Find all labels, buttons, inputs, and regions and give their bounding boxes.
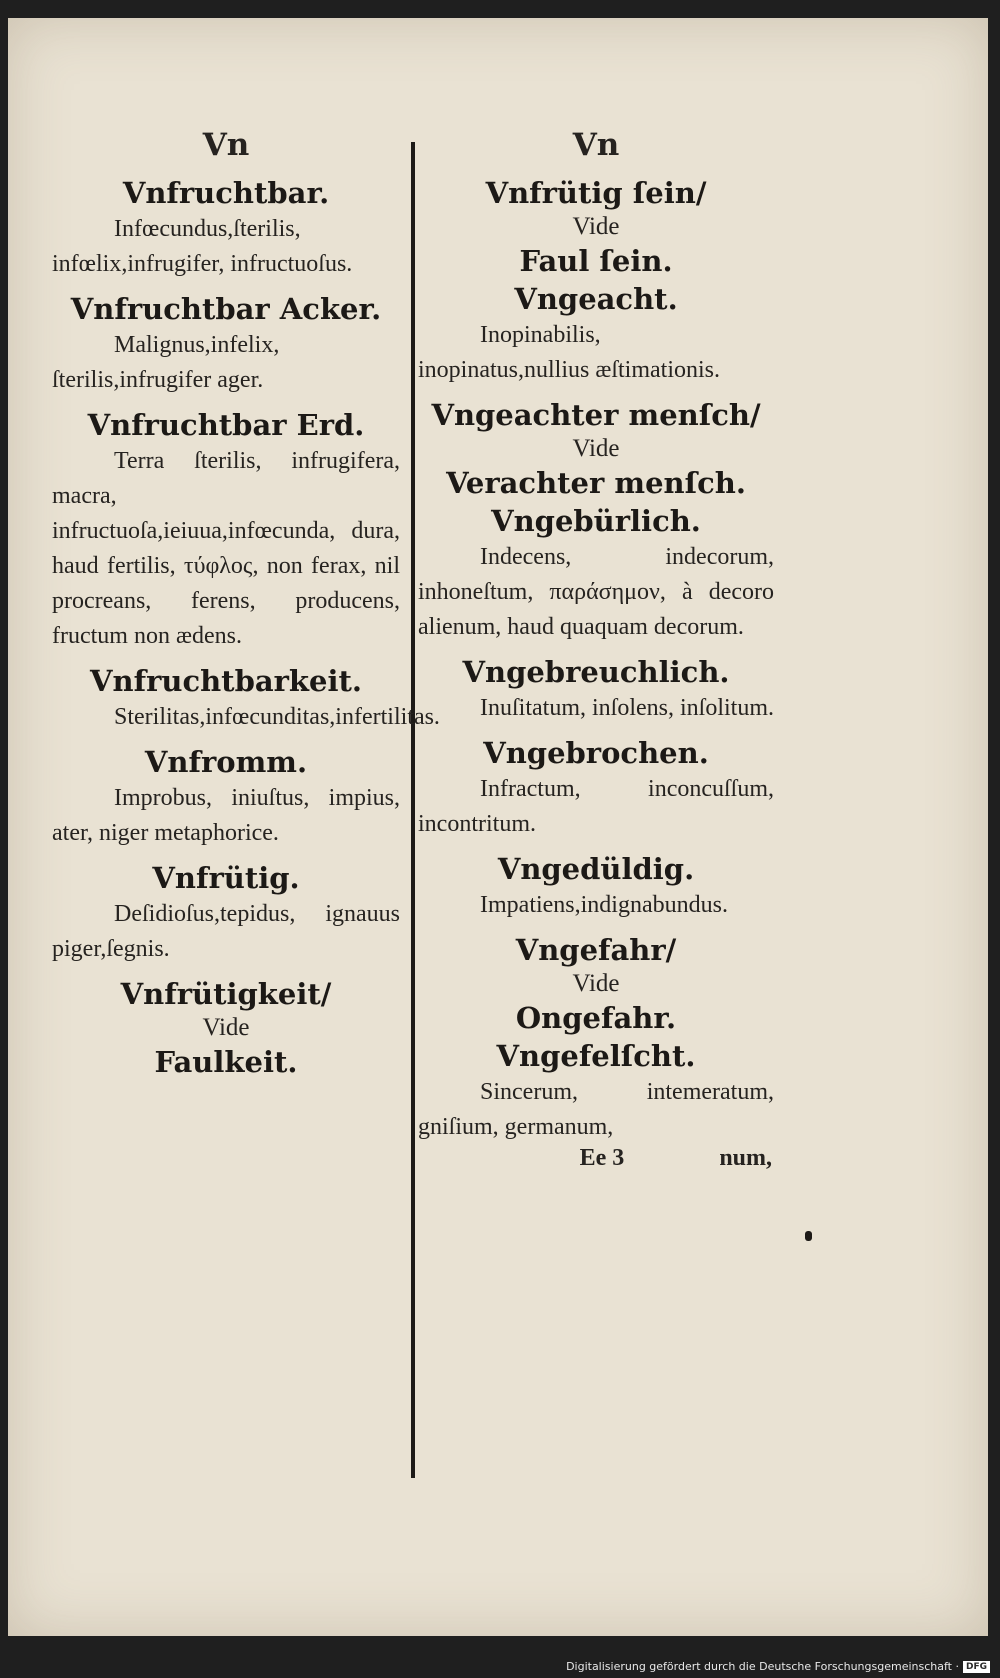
footer-credit: Digitalisierung gefördert durch die Deutsche Forschungsgemeinschaft ·	[566, 1660, 959, 1673]
headword: Vngeachter menſch/	[431, 398, 761, 432]
dictionary-entry	[418, 396, 774, 502]
dictionary-entry	[418, 1037, 774, 1145]
dictionary-entry	[52, 406, 400, 654]
definition: Sterilitas,infœcunditas,infertilitas.	[114, 704, 440, 730]
definition: Inopinabilis, inopinatus,nullius æſtimationis.	[418, 322, 721, 383]
digitization-footer	[0, 1656, 990, 1678]
definition: Impatiens,indignabundus.	[480, 892, 728, 918]
headword: Vnfrütig ſein/	[485, 176, 707, 210]
page-signature-line	[418, 1143, 774, 1173]
headword: Vnfrütig.	[152, 861, 300, 895]
dictionary-entry	[52, 174, 400, 282]
left-column	[52, 126, 440, 1081]
dictionary-entry	[52, 975, 400, 1081]
ink-spot	[805, 1231, 812, 1241]
definition: Deſidioſus,tepidus, ignauus piger,ſegnis.	[52, 901, 400, 962]
definition: Infractum, inconcuſſum, incontritum.	[418, 776, 774, 837]
dictionary-entry	[418, 280, 774, 388]
column-header: Vn	[572, 127, 620, 163]
headword: Vngefelſcht.	[496, 1039, 696, 1073]
definition: Indecens, indecorum, inhoneſtum, παράσημον, à decoro alienum, haud quaquam decorum.	[418, 544, 774, 640]
vide-label: Vide	[202, 1014, 250, 1041]
catchword: num,	[719, 1145, 772, 1171]
dictionary-entry	[418, 734, 774, 842]
right-column	[418, 126, 774, 1173]
dictionary-entry	[52, 743, 400, 851]
dictionary-entry	[418, 502, 774, 645]
headword: Vnfrütigkeit/	[120, 977, 332, 1011]
cross-reference: Ongefahr.	[515, 1001, 677, 1035]
headword: Vngebrochen.	[483, 736, 709, 770]
cross-reference: Faulkeit.	[154, 1045, 298, 1079]
headword: Vngeacht.	[514, 282, 678, 316]
cross-reference: Faul ſein.	[519, 244, 673, 278]
vide-label: Vide	[572, 213, 620, 240]
headword: Vnfruchtbar Erd.	[87, 408, 365, 442]
definition: Improbus, iniuſtus, impius, ater, niger metaphorice.	[52, 785, 400, 846]
dictionary-entry	[418, 931, 774, 1037]
cross-reference: Verachter menſch.	[446, 466, 746, 500]
headword: Vnfruchtbar.	[122, 176, 330, 210]
headword: Vngebreuchlich.	[462, 655, 730, 689]
definition: Terra ſterilis, infrugifera, macra, infructuoſa,ieiuua,infœcunda, dura, haud fertilis, τύφλος, non ferax, nil procreans, ferens, producens, fructum non ædens.	[52, 448, 400, 649]
definition: Malignus,infelix, ſterilis,infrugifer ager.	[52, 332, 280, 393]
headword: Vngedüldig.	[497, 852, 695, 886]
headword: Vngebürlich.	[491, 504, 701, 538]
dfg-logo-icon: DFG	[963, 1661, 990, 1673]
signature-mark: Ee 3	[579, 1145, 625, 1171]
definition: Sincerum, intemeratum, gniſium, germanum,	[418, 1079, 774, 1140]
headword: Vngefahr/	[515, 933, 677, 967]
headword: Vnfruchtbar Acker.	[70, 292, 382, 326]
book-page	[8, 18, 988, 1636]
definition: Infœcundus,ſterilis, infœlix,infrugifer, infructuoſus.	[52, 216, 353, 277]
dictionary-entry	[418, 174, 774, 280]
headword: Vnfromm.	[144, 745, 308, 779]
dictionary-entry	[418, 653, 774, 726]
dictionary-entry	[418, 850, 774, 923]
vide-label: Vide	[572, 970, 620, 997]
vide-label: Vide	[572, 435, 620, 462]
column-rule	[411, 142, 415, 1478]
column-header: Vn	[202, 127, 250, 163]
definition: Inuſitatum, inſolens, inſolitum.	[480, 695, 774, 721]
dictionary-entry	[52, 859, 400, 967]
dictionary-entry	[52, 290, 400, 398]
headword: Vnfruchtbarkeit.	[90, 664, 362, 698]
dictionary-entry	[52, 662, 440, 735]
